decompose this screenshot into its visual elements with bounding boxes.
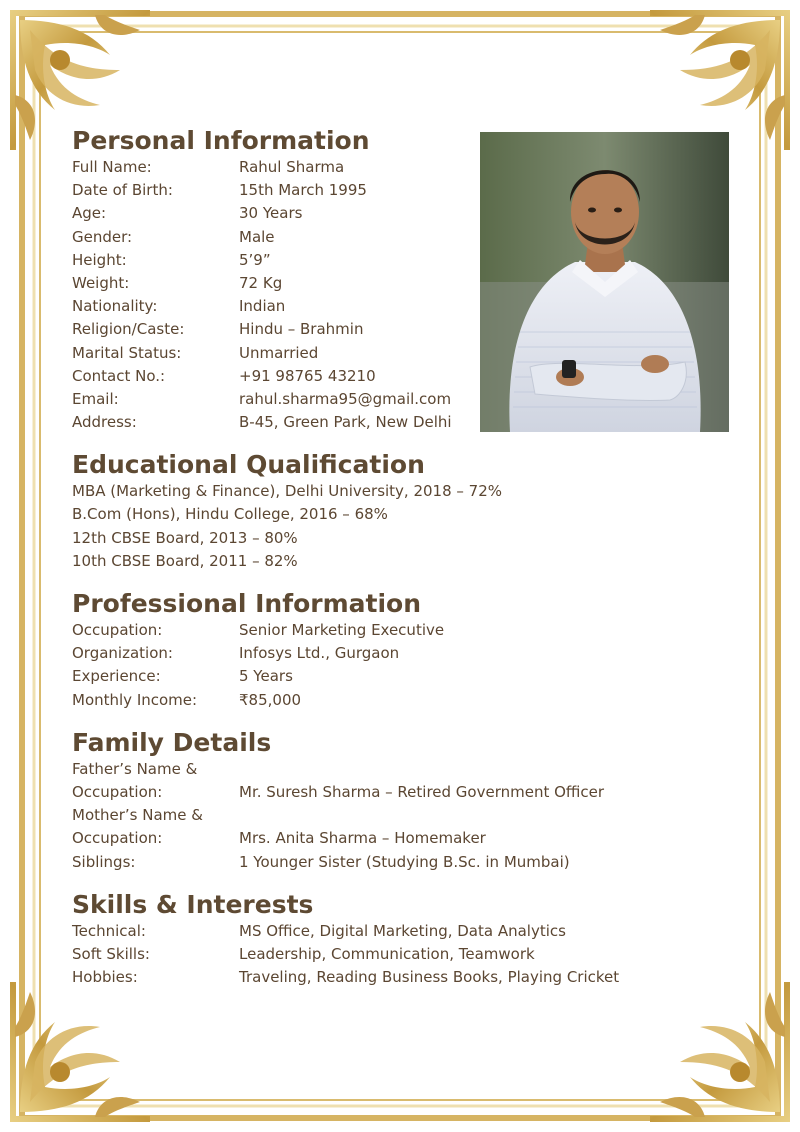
skills-row-hobbies <box>72 966 732 989</box>
field-value: +91 98765 43210 <box>239 366 376 385</box>
skills-row-soft-skills <box>72 943 732 966</box>
field-label: Weight: <box>72 273 130 292</box>
field-value: B-45, Green Park, New Delhi <box>239 413 452 432</box>
personal-row-dob <box>72 179 732 202</box>
field-label: Occupation: <box>72 829 163 848</box>
field-value: 15th March 1995 <box>239 181 367 200</box>
personal-row-marital-status <box>72 342 732 365</box>
field-label: Organization: <box>72 644 173 663</box>
personal-row-email <box>72 388 732 411</box>
field-label: Height: <box>72 250 127 269</box>
family-row-mother <box>72 827 732 850</box>
field-label: Full Name: <box>72 158 152 176</box>
field-label: Address: <box>72 413 137 432</box>
field-value: Mrs. Anita Sharma – Homemaker <box>239 829 486 848</box>
personal-row-nationality <box>72 295 732 318</box>
personal-row-address <box>72 411 732 434</box>
field-value: 1 Younger Sister (Studying B.Sc. in Mumbai) <box>239 852 570 871</box>
field-value: 5 Years <box>239 667 293 686</box>
personal-row-age <box>72 202 732 225</box>
personal-row-height <box>72 249 732 272</box>
education-item: 12th CBSE Board, 2013 – 80% <box>72 528 298 547</box>
field-value: 72 Kg <box>239 273 283 292</box>
field-label: Religion/Caste: <box>72 320 185 339</box>
section-title-family: Family Details <box>72 727 272 757</box>
section-title-education: Educational Qualification <box>72 450 425 480</box>
field-label: Marital Status: <box>72 343 182 362</box>
family-row-siblings <box>72 851 732 874</box>
field-label: Age: <box>72 204 107 223</box>
field-value: Traveling, Reading Business Books, Playing Cricket <box>239 968 620 987</box>
field-value: Indian <box>239 297 286 316</box>
professional-row-organization <box>72 642 732 665</box>
personal-row-full-name <box>72 156 732 179</box>
section-title-professional: Professional Information <box>72 589 421 618</box>
skills-row-technical <box>72 920 732 943</box>
professional-row-income <box>72 689 732 712</box>
personal-information-section <box>72 126 732 434</box>
education-item: 10th CBSE Board, 2011 – 82% <box>72 551 298 570</box>
professional-row-occupation <box>72 619 732 642</box>
field-label: Occupation: <box>72 621 163 639</box>
professional-section <box>72 589 732 712</box>
family-row-father <box>72 781 732 804</box>
field-label: Contact No.: <box>72 366 166 385</box>
field-label: Occupation: <box>72 782 163 801</box>
field-label: Mother’s Name & <box>72 806 203 825</box>
education-item: MBA (Marketing & Finance), Delhi University, 2018 – 72% <box>72 482 503 501</box>
skills-section <box>72 890 732 990</box>
field-value: 30 Years <box>239 204 303 223</box>
personal-row-contact <box>72 365 732 388</box>
field-value: Infosys Ltd., Gurgaon <box>239 644 400 663</box>
field-value: 5’9” <box>239 250 271 269</box>
personal-row-weight <box>72 272 732 295</box>
field-value: Senior Marketing Executive <box>239 621 445 639</box>
field-label: Siblings: <box>72 852 136 871</box>
field-label: Father’s Name & <box>72 759 198 778</box>
field-value: Unmarried <box>239 343 319 362</box>
field-label: Technical: <box>72 921 146 940</box>
field-label: Date of Birth: <box>72 181 173 200</box>
biodata-content <box>72 126 732 989</box>
field-label: Soft Skills: <box>72 944 150 963</box>
field-value: MS Office, Digital Marketing, Data Analytics <box>239 921 566 940</box>
field-label: Experience: <box>72 667 161 686</box>
personal-row-religion <box>72 318 732 341</box>
field-value: ₹85,000 <box>239 690 302 709</box>
field-label: Hobbies: <box>72 968 138 987</box>
field-label: Monthly Income: <box>72 690 198 709</box>
field-value: Rahul Sharma <box>239 158 345 176</box>
field-label: Gender: <box>72 227 133 246</box>
education-item: B.Com (Hons), Hindu College, 2016 – 68% <box>72 505 388 524</box>
field-label: Nationality: <box>72 297 158 316</box>
personal-row-gender <box>72 226 732 249</box>
family-section <box>72 728 732 874</box>
professional-row-experience <box>72 665 732 688</box>
section-title-skills: Skills & Interests <box>72 889 314 919</box>
field-value: Leadership, Communication, Teamwork <box>239 944 535 963</box>
field-value: Male <box>239 227 275 246</box>
field-label: Email: <box>72 389 119 408</box>
field-value: Hindu – Brahmin <box>239 320 364 339</box>
section-title-personal: Personal Information <box>72 126 370 155</box>
education-section <box>72 450 732 573</box>
field-value: Mr. Suresh Sharma – Retired Government Officer <box>239 782 605 801</box>
field-value: rahul.sharma95@gmail.com <box>239 389 452 408</box>
